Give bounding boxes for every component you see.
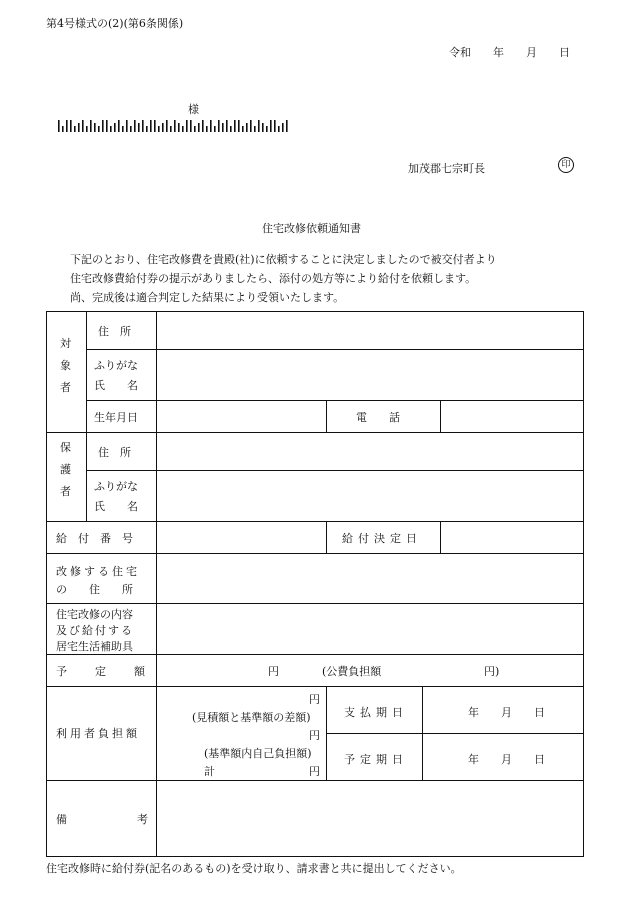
rule: [86, 349, 584, 350]
rule: [46, 603, 584, 604]
planned-amount-yen: 円: [268, 665, 279, 678]
diff-label: (見積額と基準額の差額): [192, 711, 311, 724]
table-border-bottom: [46, 856, 584, 857]
content-label-2: 及び給付する: [56, 624, 134, 637]
issuer-name: 加茂郡七宗町長: [408, 162, 485, 175]
payment-decision-date-label: 給付決定日: [342, 532, 422, 545]
rule: [326, 686, 327, 780]
document-title: 住宅改修依頼通知書: [262, 222, 361, 235]
public-burden-yen: 円): [484, 665, 500, 678]
rule: [86, 470, 584, 471]
subject-name-label: 氏 名: [94, 379, 138, 392]
planned-date-ymd: 年 月 日: [468, 753, 545, 766]
form-number: 第4号様式の(2)(第6条関係): [46, 17, 184, 30]
rule: [46, 654, 584, 655]
rule: [156, 311, 157, 857]
body-line-2: 住宅改修費給付券の提示がありましたら、添付の処方等により給付を依頼します。: [70, 272, 477, 285]
renovation-address-label-2: の住所: [56, 583, 155, 596]
selfpay-label: (基準額内自己負担額): [204, 747, 312, 760]
rule: [326, 521, 327, 553]
guardian-label: 保護者: [60, 441, 71, 498]
rule: [46, 553, 584, 554]
rule: [86, 400, 584, 401]
rule: [326, 733, 584, 734]
rule: [422, 686, 423, 780]
rule: [440, 400, 441, 432]
birthdate-label: 生年月日: [94, 411, 138, 424]
rule: [86, 311, 87, 521]
seal-mark: 印: [558, 157, 574, 173]
table-border-right: [583, 311, 584, 857]
planned-amount-label: 予定額: [56, 665, 173, 678]
selfpay-yen: 円: [309, 729, 320, 742]
user-burden-label: 利用者負担額: [56, 727, 140, 740]
renovation-address-label-1: 改修する住宅: [56, 565, 140, 578]
total-label: 計: [204, 765, 215, 778]
payment-date-label: 支払期日: [344, 706, 408, 719]
application-table: [46, 311, 584, 857]
customer-barcode: [58, 120, 290, 132]
table-border-top: [46, 311, 584, 312]
remarks-label: 備考: [56, 813, 218, 826]
guardian-name-label: 氏 名: [94, 500, 138, 513]
subject-address-label: 住 所: [98, 325, 131, 338]
rule: [440, 521, 441, 553]
body-line-3: 尚、完成後は適合判定した結果により受領いたします。: [70, 291, 345, 304]
date-line: 令和 年 月 日: [449, 46, 570, 59]
guardian-furigana-label: ふりがな: [94, 480, 138, 493]
planned-date-label: 予定期日: [344, 753, 408, 766]
content-label-3: 居宅生活補助具: [56, 640, 133, 653]
rule: [326, 400, 327, 432]
body-line-1: 下記のとおり、住宅改修費を貴殿(社)に依頼することに決定しましたので被交付者より: [70, 253, 497, 266]
content-label-1: 住宅改修の内容: [56, 608, 133, 621]
subject-furigana-label: ふりがな: [94, 359, 138, 372]
rule: [46, 686, 584, 687]
addressee-suffix: 様: [188, 103, 199, 116]
rule: [46, 432, 584, 433]
total-yen: 円: [309, 765, 320, 778]
table-border-left: [46, 311, 47, 857]
phone-label: 電 話: [356, 411, 400, 424]
payment-number-label: 給付番号: [56, 532, 144, 545]
guardian-address-label: 住 所: [98, 446, 131, 459]
payment-date-ymd: 年 月 日: [468, 706, 545, 719]
public-burden-label: (公費負担額: [322, 665, 382, 678]
rule: [46, 780, 584, 781]
rule: [46, 521, 584, 522]
diff-yen: 円: [309, 693, 320, 706]
footer-note: 住宅改修時に給付券(記名のあるもの)を受け取り、請求書と共に提出してください。: [46, 862, 462, 875]
subject-label: 対象者: [60, 337, 71, 394]
